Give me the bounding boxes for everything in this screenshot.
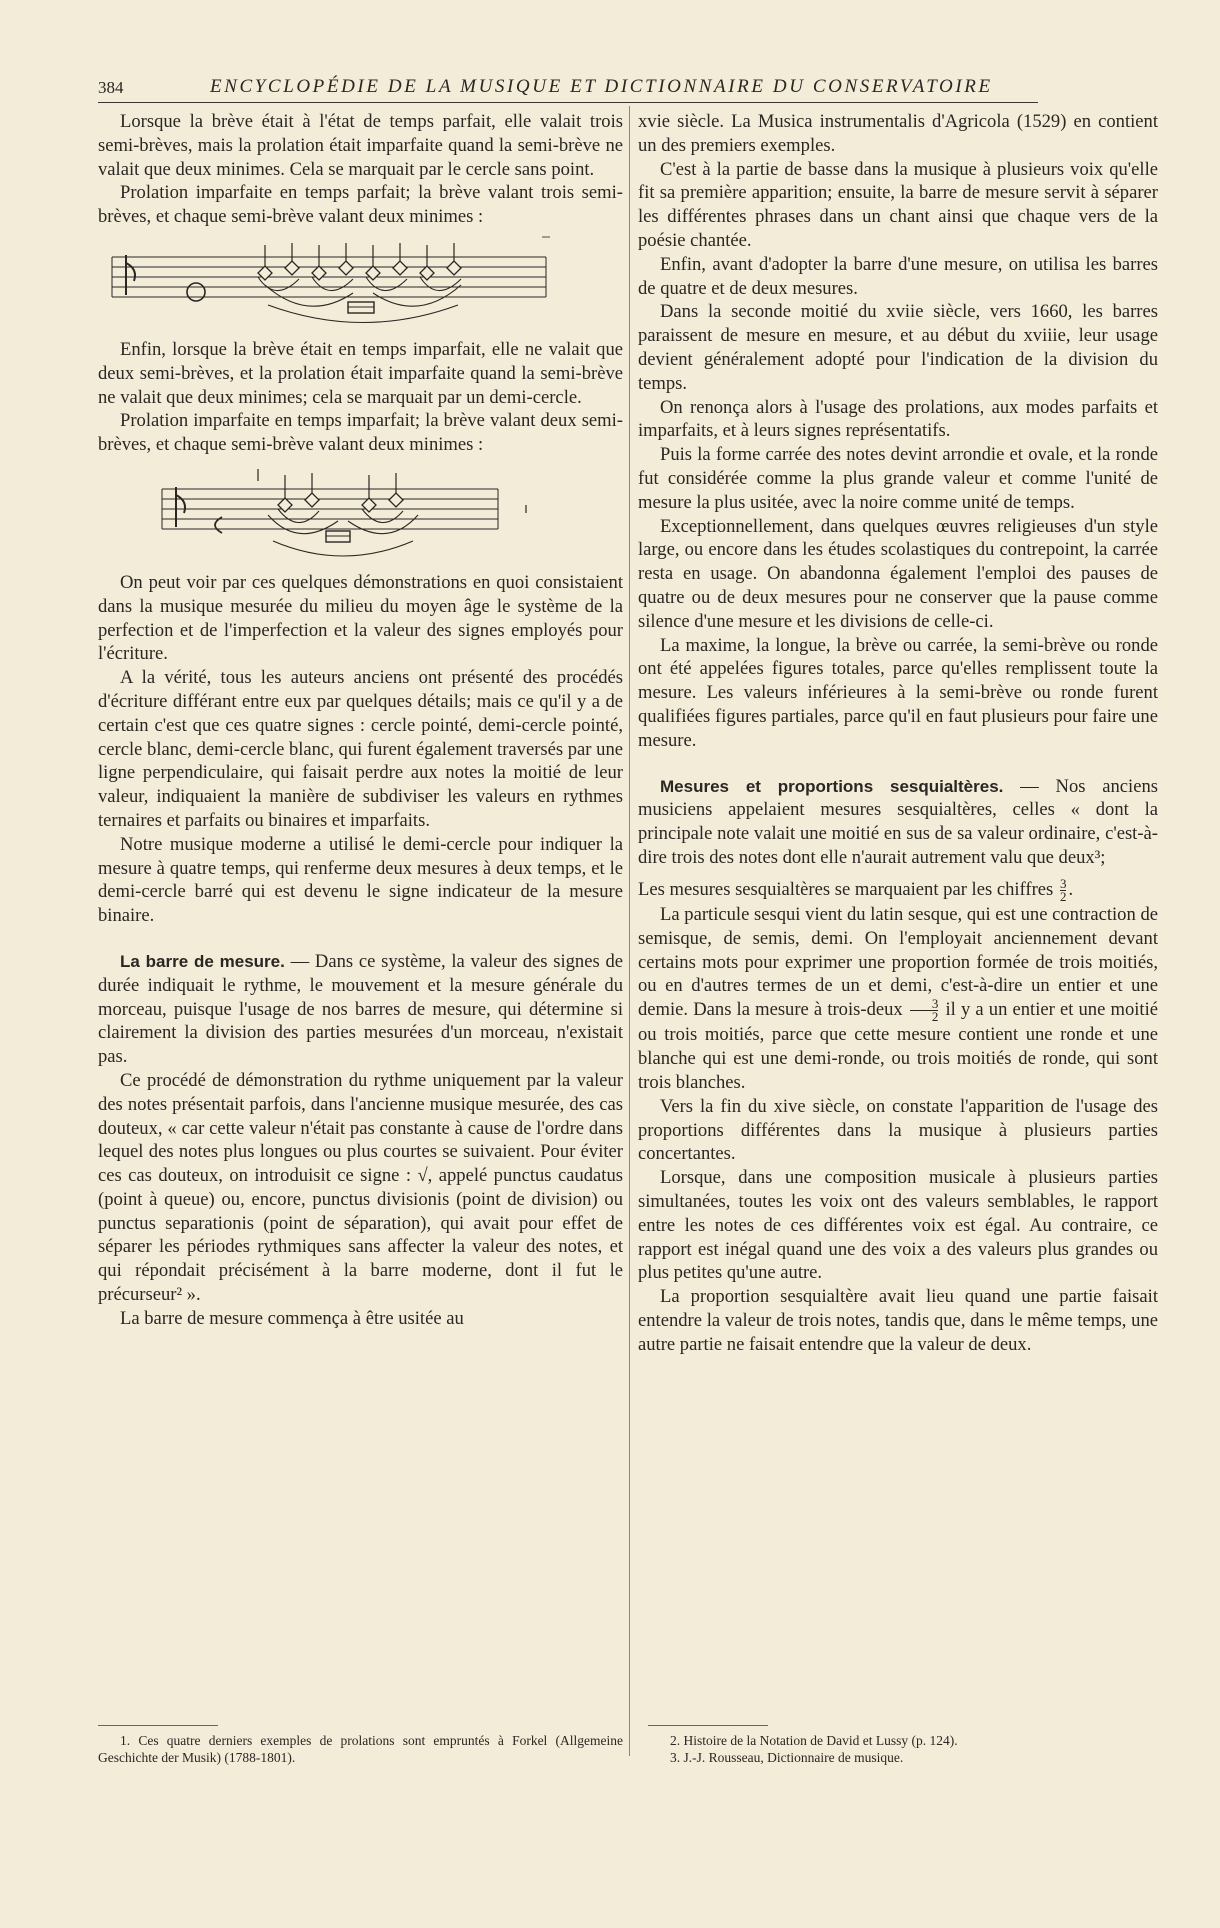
column-divider [629,106,630,1756]
section-intro: — Dans ce système, la valeur des signes de durée indiquait le rythme, le mouvement et la mesure générale du morceau, puisque l'usage de nos barres de mesure, qui détermine si clairement la division des parties mesurées d'un morceau, n'existait pas. [98,950,624,1068]
fraction-three-halves: $\frac{3}{2}$ [1059,875,1067,904]
section-sesquialteres [638,775,1158,870]
section-la-barre [98,950,623,1069]
section-title: La barre de mesure. [120,951,285,971]
paragraph: Vers la fin du xive siècle, on constate l'apparition de l'usage des proportions différentes dans la musique à plusieurs parties concertantes. [638,1095,1158,1165]
paragraph: C'est à la partie de basse dans la musique à plusieurs voix qu'elle fit sa première apparition; ensuite, la barre de mesure servit à séparer les différentes phrases dans un chant ainsi que chaque vers de la poésie chantée. [638,158,1158,251]
paragraph: Dans la seconde moitié du xviie siècle, vers 1660, les barres paraissent de mesure en mesure, et au début du xviiie, leur usage devient généralement adopté pour l'indication de la division du temps. [638,301,1158,394]
paragraph: Prolation imparfaite en temps parfait; la brève valant trois semi-brèves, et chaque semi-brève valant deux minimes : [98,182,623,228]
paragraph: Notre musique moderne a utilisé le demi-cercle pour indiquer la mesure à quatre temps, qui renferme deux mesures à deux temps, et le demi-cercle barré qui est devenu le signe indicateur de la mesure binaire. [98,833,623,927]
fraction-three-halves: $\frac{3}{2}$ [910,998,939,1023]
left-column [98,110,623,1331]
footnotes-right [648,1725,1158,1766]
section-title: Mesures et proportions sesquialtères. [660,776,1004,796]
paragraph: Puis la forme carrée des notes devint arrondie et ovale, et la ronde fut considérée comme la plus grande valeur et comme l'unité de mesure la plus usitée, avec la noire comme unité de temps. [638,444,1158,513]
footnotes-left [98,1725,623,1766]
section-intro: — Nos anciens musiciens appelaient mesures sesquialtères, celles « dont la principale note valait une moitié en sus de sa valeur ordinaire, c'est-à-dire trois des notes dont elle n'aurait autrement valu que deux³; [638,775,1158,868]
paragraph: Enfin, lorsque la brève était en temps imparfait, elle ne valait que deux semi-brèves, et la prolation était imparfaite quand la semi-brève ne valait que deux minimes; cela se marquait par un demi-cercle. [98,338,623,408]
paragraph: Prolation imparfaite en temps imparfait; la brève valant deux semi-brèves, et chaque semi-brève valant deux minimes : [98,410,623,456]
paragraph: La barre de mesure commença à être usitée au [120,1307,464,1329]
paragraph: Exceptionnellement, dans quelques œuvres religieuses d'un style large, ou encore dans les études scolastiques du contrepoint, la carrée resta en usage. On abandonna également l'emploi des pauses de quatre ou de deux mesures pour ne conserver que la pause comme silence d'une mesure et les divisions de celle-ci. [638,515,1158,632]
music-example-1 [98,235,568,330]
running-head [98,72,1038,103]
footnote-1: 1. Ces quatre derniers exemples de prolations sont empruntés à Forkel (Allgemeine Geschichte der Musik) (1788-1801). [98,1733,623,1765]
footnote-2: 2. Histoire de la Notation de David et Lussy (p. 124). [670,1733,958,1748]
right-column [638,110,1158,1357]
paragraph: La maxime, la longue, la brève ou carrée, la semi-brève ou ronde ont été appelées figures totales, parce qu'elles remplissent toute la mesure. Les valeurs inférieures à la semi-brève ou ronde furent qualifiées figures partiales, parce qu'il en faut plusieurs pour faire une mesure. [638,634,1158,751]
paragraph: La proportion sesquialtère avait lieu quand une partie faisait entendre la valeur de trois notes, tandis que, dans le même temps, une autre partie ne faisait entendre que la valeur de deux. [638,1286,1158,1355]
paragraph: xvie siècle. La Musica instrumentalis d'Agricola (1529) en contient un des premiers exemples. [638,111,1158,156]
footnote-3: 3. J.-J. Rousseau, Dictionnaire de musique. [670,1750,904,1765]
running-title: ENCYCLOPÉDIE DE LA MUSIQUE ET DICTIONNAIRE DU CONSERVATOIRE [210,76,993,97]
paragraph: Ce procédé de démonstration du rythme uniquement par la valeur des notes présentait parfois, dans l'ancienne musique mesurée, des cas douteux, « car cette valeur n'était pas constante à cause de l'ordre dans lequel des notes plus longues ou plus courtes se suivaient. Pour éviter ces cas douteux, on introduisit ce signe : √, appelé punctus caudatus (point à queue) ou, encore, punctus divisionis (point de division) ou punctus separationis (point de séparation), qui avait pour effet de séparer les périodes rythmiques sans affecter la valeur des notes, et qui répondait précisément à la barre moderne, dont il fut le précurseur² ». [98,1069,623,1306]
paragraph: A la vérité, tous les auteurs anciens ont présenté des procédés d'écriture différant entre eux par quelques détails; mais ce qu'il y a de certain c'est que ces quatre signes : cercle pointé, demi-cercle pointé, cercle blanc, demi-cercle blanc, qui furent également traversés par une ligne perpendiculaire, qui faisait perdre aux notes la moitié de leur valeur, indiquaient la manière de subdiviser les valeurs en rythmes ternaires et parfaits ou binaires et imparfaits. [98,667,623,831]
paragraph: Enfin, avant d'adopter la barre d'une mesure, on utilisa les barres de quatre et de deux mesures. [638,253,1158,299]
music-example-2 [98,463,568,563]
page-number: 384 [98,78,124,97]
paragraph: On renonça alors à l'usage des prolations, aux modes parfaits et imparfaits, et à leurs signes représentatifs. [638,396,1158,442]
paragraph: Lorsque la brève était à l'état de temps parfait, elle valait trois semi-brèves, mais la prolation était imparfaite quand la semi-brève ne valait que deux minimes. Cela se marquait par le cercle sans point. [98,111,623,180]
paragraph: On peut voir par ces quelques démonstrations en quoi consistaient dans la musique mesurée du milieu du moyen âge le système de la perfection et de l'imperfection et la valeur des signes employés pour l'écriture. [98,571,623,665]
paragraph: Lorsque, dans une composition musicale à plusieurs parties simultanées, toutes les voix ont des valeurs semblables, le rapport entre les notes de ces différentes voix est égal. Au contraire, ce rapport est inégal quand une des voix a des valeurs plus grandes ou plus petites qu'une autre. [638,1167,1158,1284]
paragraph-fraction: Les mesures sesquialtères se marquaient par les chiffres $\frac{3}{2}$ . [638,875,1074,904]
paragraph-sesqui: La particule sesqui vient du latin sesque, qui est une contraction de semisque, de semis, demi. On l'employait anciennement devant certains mots pour exprimer une proportion formée de trois moitiés, ou en d'autres termes de un et demi, c'est-à-dire un entier et une demie. Dans la mesure à trois-deux $\frac{3}{2}$ il y a un entier et une moitié ou trois moitiés, parce que cette mesure contient une ronde et une blanche qui est une demi-ronde, ou trois moitiés de ronde, qui sont trois blanches. [638,903,1158,1093]
